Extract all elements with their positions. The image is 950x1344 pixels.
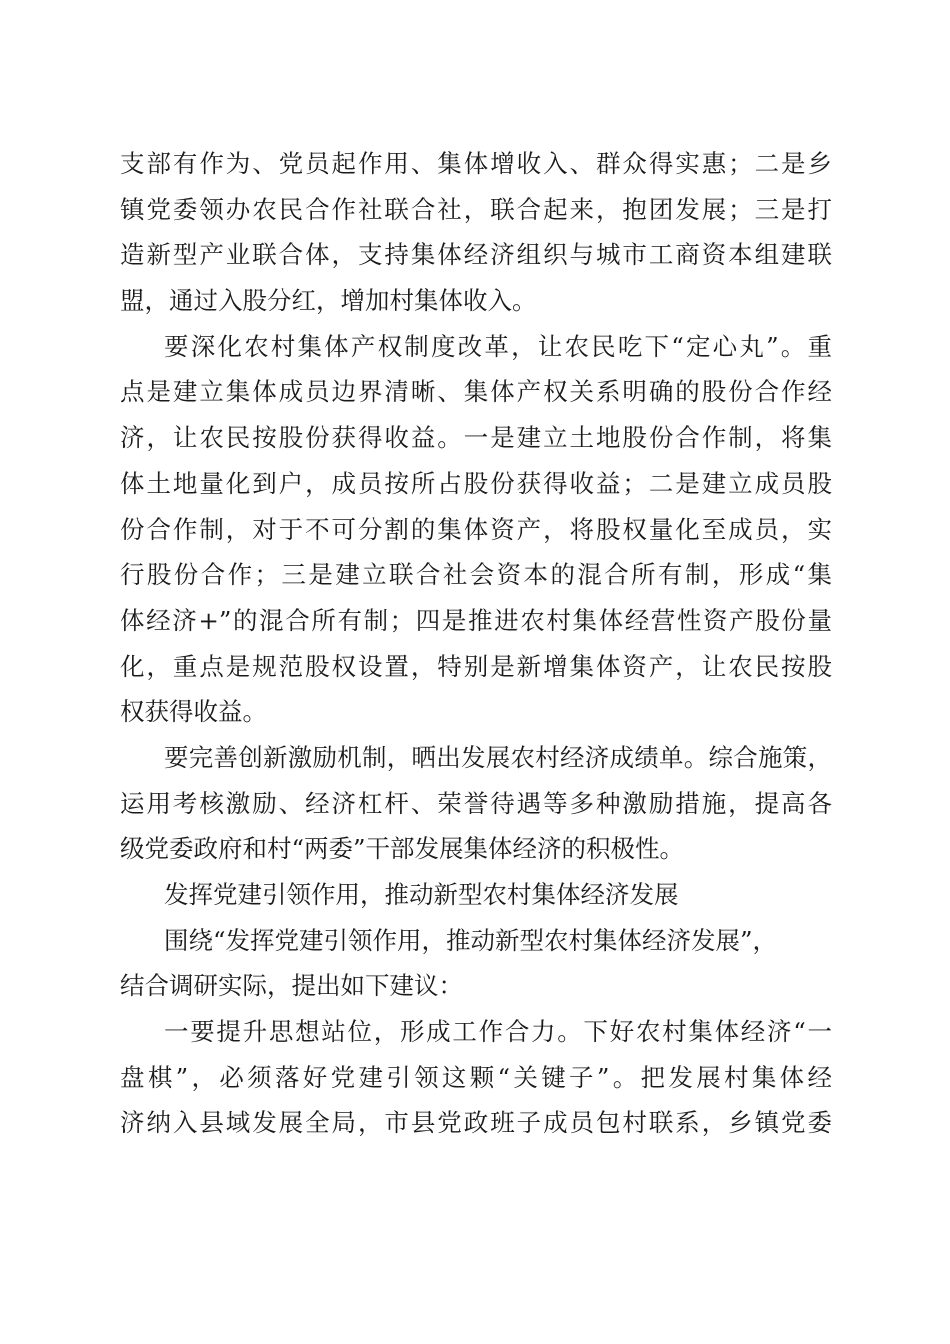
text-line: 一要提升思想站位，形成工作合力。下好农村集体经济“一 xyxy=(164,1017,832,1047)
text-line: 发挥党建引领作用，推动新型农村集体经济发展 xyxy=(164,880,679,909)
text-line: 盟，通过入股分红，增加村集体收入。 xyxy=(120,286,537,316)
text-line: 镇党委领办农民合作社联合社，联合起来，抱团发展；三是打 xyxy=(120,194,832,224)
text-line: 行股份合作；三是建立联合社会资本的混合所有制，形成“集 xyxy=(120,560,832,590)
document-body xyxy=(120,141,832,1146)
text-line: 济，让农民按股份获得收益。一是建立土地股份合作制，将集 xyxy=(120,423,832,453)
text-line: 要完善创新激励机制，晒出发展农村经济成绩单。综合施策， xyxy=(164,742,832,772)
text-line: 造新型产业联合体，支持集体经济组织与城市工商资本组建联 xyxy=(120,240,832,270)
text-line: 体土地量化到户，成员按所占股份获得收益；二是建立成员股 xyxy=(120,468,832,498)
text-line: 济纳入县域发展全局，市县党政班子成员包村联系，乡镇党委 xyxy=(120,1108,832,1138)
text-line: 盘棋”，必须落好党建引领这颗“关键子”。把发展村集体经 xyxy=(120,1062,832,1092)
text-line: 份合作制，对于不可分割的集体资产，将股权量化至成员，实 xyxy=(120,514,832,544)
text-line: 体经济+”的混合所有制；四是推进农村集体经营性资产股份量 xyxy=(120,605,832,635)
text-line: 结合调研实际，提出如下建议： xyxy=(120,971,463,1001)
text-line: 级党委政府和村“两委”干部发展集体经济的积极性。 xyxy=(120,834,685,864)
text-line: 围绕“发挥党建引领作用，推动新型农村集体经济发展”， xyxy=(164,925,778,955)
text-line: 支部有作为、党员起作用、集体增收入、群众得实惠；二是乡 xyxy=(120,149,832,178)
text-line: 权获得收益。 xyxy=(120,697,267,727)
text-line: 运用考核激励、经济杠杆、荣誉待遇等多种激励措施，提高各 xyxy=(120,788,832,818)
text-line: 点是建立集体成员边界清晰、集体产权关系明确的股份合作经 xyxy=(120,377,832,407)
text-line: 要深化农村集体产权制度改革，让农民吃下“定心丸”。重 xyxy=(164,331,832,361)
text-line: 化，重点是规范股权设置，特别是新增集体资产，让农民按股 xyxy=(120,651,832,681)
